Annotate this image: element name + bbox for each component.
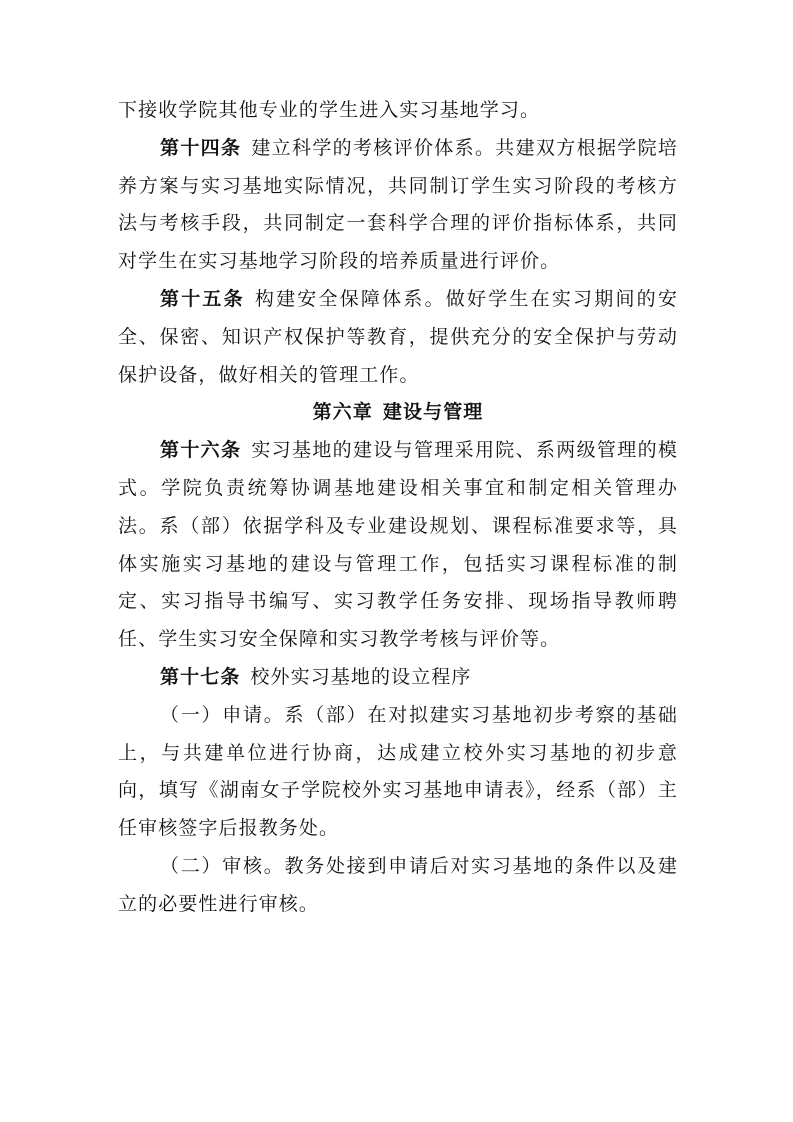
chapter-heading bbox=[118, 394, 678, 432]
list-item-text: （一）申请。系（部）在对拟建实习基地初步考察的基础上，与共建单位进行协商，达成建立校外实习基地的初步意向，填写《湖南女子学院校外实习基地申请表》，经系（部）主任审核签字后报教务处。 bbox=[118, 703, 678, 840]
chapter-title: 建设与管理 bbox=[382, 401, 484, 424]
list-item-text: （二）审核。教务处接到申请后对实习基地的条件以及建立的必要性进行审核。 bbox=[118, 854, 678, 915]
article-text: 校外实习基地的设立程序 bbox=[250, 665, 472, 688]
article-text: 建立科学的考核评价体系。共建双方根据学院培养方案与实习基地实际情况，共同制订学生实习阶段的考核方法与考核手段，共同制定一套科学合理的评价指标体系，共同对学生在实习基地学习阶段的培养质量进行评价。 bbox=[118, 136, 678, 273]
paragraph-continuation bbox=[118, 92, 678, 130]
chapter-number: 第六章 bbox=[312, 401, 373, 424]
article-text: 构建安全保障体系。做好学生在实习期间的安全、保密、知识产权保护等教育，提供充分的安全保护与劳动保护设备，做好相关的管理工作。 bbox=[118, 287, 678, 386]
document-body bbox=[118, 92, 678, 924]
article-number: 第十六条 bbox=[160, 439, 242, 462]
list-item-application bbox=[118, 697, 678, 848]
article-number: 第十七条 bbox=[160, 665, 241, 688]
article-text: 实习基地的建设与管理采用院、系两级管理的模式。学院负责统筹协调基地建设相关事宜和制定相关管理办法。系（部）依据学科及专业建设规划、课程标准要求等，具体实施实习基地的建设与管理工作，包括实习课程标准的制定、实习指导书编写、实习教学任务安排、现场指导教师聘任、学生实习安全保障和实习教学考核与评价等。 bbox=[118, 439, 678, 651]
article-14 bbox=[118, 130, 678, 281]
list-item-review bbox=[118, 848, 678, 924]
article-number: 第十四条 bbox=[160, 136, 242, 159]
article-16 bbox=[118, 432, 678, 659]
article-15 bbox=[118, 281, 678, 394]
paragraph-text: 下接收学院其他专业的学生进入实习基地学习。 bbox=[118, 99, 541, 121]
article-17 bbox=[118, 659, 678, 697]
article-number: 第十五条 bbox=[160, 287, 245, 310]
